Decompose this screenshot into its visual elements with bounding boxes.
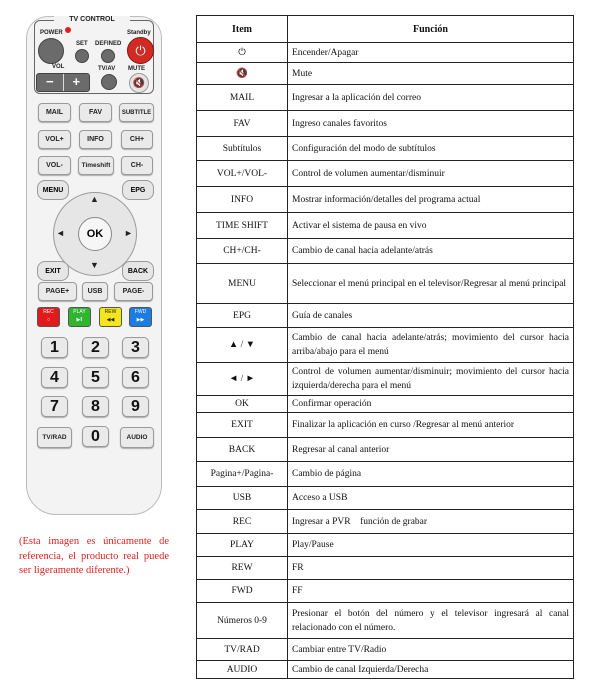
fav-button[interactable]: FAV xyxy=(79,103,112,122)
vol-label: VOL xyxy=(52,64,65,70)
row-item: Pagina+/Pagina- xyxy=(197,462,288,487)
play-label: PLAY xyxy=(73,309,86,315)
table-row xyxy=(197,63,574,85)
table-row xyxy=(197,661,574,679)
rec-label: REC xyxy=(43,309,54,315)
digit-0-button[interactable]: 0 xyxy=(82,426,109,447)
row-function: Cambiar entre TV/Radio xyxy=(288,639,574,661)
power-icon: ⏻ xyxy=(135,42,146,58)
mute-icon: 🔇 xyxy=(132,77,146,89)
info-button[interactable]: INFO xyxy=(79,130,112,149)
row-item: TIME SHIFT xyxy=(197,213,288,239)
exit-button[interactable]: EXIT xyxy=(37,261,69,281)
row-item: MENU xyxy=(197,264,288,304)
row-function: Presionar el botón del número y el televisor ingresará al canal relacionado con el número. xyxy=(288,603,574,639)
table-row xyxy=(197,43,574,63)
led-indicator xyxy=(65,27,71,33)
row-item: MAIL xyxy=(197,85,288,111)
row-function: Encender/Apagar xyxy=(288,43,574,63)
digit-6-button[interactable]: 6 xyxy=(122,367,149,388)
row-item: REW xyxy=(197,557,288,580)
row-function: Cambio de canal hacia adelante/atrás xyxy=(288,239,574,264)
menu-button[interactable]: MENU xyxy=(37,180,69,200)
row-item: OK xyxy=(197,396,288,413)
record-icon: ○ xyxy=(46,317,51,323)
tv-rad-button[interactable]: TV/RAD xyxy=(37,427,72,448)
tv-av-label: TV/AV xyxy=(98,66,116,72)
row-item: REC xyxy=(197,510,288,534)
epg-button[interactable]: EPG xyxy=(122,180,154,200)
row-item: BACK xyxy=(197,438,288,462)
row-item: EXIT xyxy=(197,413,288,438)
table-row xyxy=(197,239,574,264)
row-function: Configuración del modo de subtítulos xyxy=(288,137,574,161)
ch-down-button[interactable]: CH- xyxy=(121,156,153,175)
table-row xyxy=(197,603,574,639)
row-item: AUDIO xyxy=(197,661,288,679)
rec-button[interactable] xyxy=(37,307,60,327)
table-row xyxy=(197,534,574,557)
function-table xyxy=(196,15,574,679)
row-function: Cambio de página xyxy=(288,462,574,487)
row-item: Números 0-9 xyxy=(197,603,288,639)
row-item: USB xyxy=(197,487,288,510)
table-row xyxy=(197,396,574,413)
row-item: EPG xyxy=(197,304,288,328)
right-arrow-button[interactable]: ► xyxy=(124,228,133,238)
table-row xyxy=(197,557,574,580)
page-down-button[interactable]: PAGE- xyxy=(114,282,153,301)
row-function: Regresar al canal anterior xyxy=(288,438,574,462)
set-label: SET xyxy=(76,41,88,47)
play-button[interactable] xyxy=(68,307,91,327)
up-arrow-button[interactable]: ▲ xyxy=(90,194,99,204)
defined-label: DEFINED xyxy=(95,41,122,47)
standby-button[interactable] xyxy=(127,37,154,64)
table-row xyxy=(197,264,574,304)
row-function: Mostrar información/detalles del programa actual xyxy=(288,187,574,213)
digit-9-button[interactable]: 9 xyxy=(122,396,149,417)
power-icon: ⏻ xyxy=(197,43,288,63)
row-function: FR xyxy=(288,557,574,580)
row-function: Cambio de canal Izquierda/Derecha xyxy=(288,661,574,679)
table-row xyxy=(197,85,574,111)
fwd-button[interactable] xyxy=(129,307,152,327)
row-function: Guía de canales xyxy=(288,304,574,328)
row-function: Acceso a USB xyxy=(288,487,574,510)
header-function: Función xyxy=(288,16,574,43)
mail-button[interactable]: MAIL xyxy=(38,103,71,122)
timeshift-button[interactable]: Timeshift xyxy=(78,156,114,175)
power-label: POWER xyxy=(40,30,63,36)
header-item: Item xyxy=(197,16,288,43)
row-item: FWD xyxy=(197,580,288,603)
fast-forward-icon: ▶▶ xyxy=(136,317,145,323)
row-function: Ingresar a PVR función de grabar xyxy=(288,510,574,534)
row-function: Play/Pause xyxy=(288,534,574,557)
row-item: PLAY xyxy=(197,534,288,557)
digit-5-button[interactable]: 5 xyxy=(82,367,109,388)
table-row xyxy=(197,580,574,603)
table-row xyxy=(197,328,574,363)
table-row xyxy=(197,462,574,487)
table-row xyxy=(197,111,574,137)
row-item: VOL+/VOL- xyxy=(197,161,288,187)
table-row xyxy=(197,187,574,213)
mute-icon: 🔇 xyxy=(197,63,288,85)
table-row xyxy=(197,161,574,187)
row-item: INFO xyxy=(197,187,288,213)
table-row xyxy=(197,510,574,534)
digit-4-button[interactable]: 4 xyxy=(41,367,68,388)
row-function: Mute xyxy=(288,63,574,85)
left-right-arrows-icon: ◄ / ► xyxy=(197,363,288,396)
digit-8-button[interactable]: 8 xyxy=(82,396,109,417)
mute-button[interactable] xyxy=(129,73,149,93)
subtitle-button[interactable]: SUBTITLE xyxy=(119,103,154,122)
power-button[interactable] xyxy=(38,38,64,64)
vol-down-button[interactable]: VOL- xyxy=(38,156,71,175)
row-function: Ingreso canales favoritos xyxy=(288,111,574,137)
play-pause-icon: ▶‖ xyxy=(76,317,83,323)
row-item: FAV xyxy=(197,111,288,137)
tv-control-title: TV CONTROL xyxy=(54,16,130,26)
digit-3-button[interactable]: 3 xyxy=(122,337,149,358)
up-down-arrows-icon: ▲ / ▼ xyxy=(197,328,288,363)
back-button[interactable]: BACK xyxy=(122,261,154,281)
rewind-icon: ◀◀ xyxy=(106,317,115,323)
vol-up-button[interactable]: VOL+ xyxy=(38,130,71,149)
audio-button[interactable]: AUDIO xyxy=(120,427,154,448)
row-function: Ingresar a la aplicación del correo xyxy=(288,85,574,111)
vol-plus-button[interactable]: + xyxy=(72,74,81,89)
row-function: Activar el sistema de pausa en vivo xyxy=(288,213,574,239)
digit-7-button[interactable]: 7 xyxy=(41,396,68,417)
digit-1-button[interactable]: 1 xyxy=(41,337,68,358)
set-button[interactable] xyxy=(75,49,89,63)
row-function: Control de volumen aumentar/disminuir xyxy=(288,161,574,187)
digit-2-button[interactable]: 2 xyxy=(82,337,109,358)
page-up-button[interactable]: PAGE+ xyxy=(38,282,77,301)
ok-button[interactable]: OK xyxy=(78,217,112,251)
row-function: Finalizar la aplicación en curso /Regresar al menú anterior xyxy=(288,413,574,438)
table-header-row xyxy=(197,16,574,43)
vol-minus-button[interactable]: − xyxy=(37,74,64,91)
rew-label: REW xyxy=(104,309,117,315)
left-arrow-button[interactable]: ◄ xyxy=(56,228,65,238)
row-item: TV/RAD xyxy=(197,639,288,661)
row-item: CH+/CH- xyxy=(197,239,288,264)
table-row xyxy=(197,363,574,396)
defined-button[interactable] xyxy=(101,49,115,63)
standby-label: Standby xyxy=(127,30,151,36)
table-row xyxy=(197,413,574,438)
table-row xyxy=(197,487,574,510)
usb-button[interactable]: USB xyxy=(82,282,108,301)
table-row xyxy=(197,137,574,161)
ch-up-button[interactable]: CH+ xyxy=(121,130,153,149)
table-row xyxy=(197,639,574,661)
table-row xyxy=(197,438,574,462)
row-function: Confirmar operación xyxy=(288,396,574,413)
vol-rocker[interactable] xyxy=(36,73,90,92)
disclaimer-note: (Esta imagen es únicamente de referencia, el producto real puede ser ligeramente diferente.) xyxy=(19,536,169,577)
mute-label: MUTE xyxy=(128,66,145,72)
down-arrow-button[interactable]: ▼ xyxy=(90,260,99,270)
tv-av-button[interactable] xyxy=(101,74,117,90)
table-row xyxy=(197,304,574,328)
row-function: Control de volumen aumentar/disminuir; movimiento del cursor hacia izquierda/derecha para el menú xyxy=(288,363,574,396)
row-function: Cambio de canal hacia adelante/atrás; movimiento del cursor hacia arriba/abajo para el menú xyxy=(288,328,574,363)
fwd-label: FWD xyxy=(134,309,147,315)
row-item: Subtítulos xyxy=(197,137,288,161)
row-function: Seleccionar el menú principal en el televisor/Regresar al menú principal xyxy=(288,264,574,304)
table-row xyxy=(197,213,574,239)
rew-button[interactable] xyxy=(99,307,122,327)
row-function: FF xyxy=(288,580,574,603)
